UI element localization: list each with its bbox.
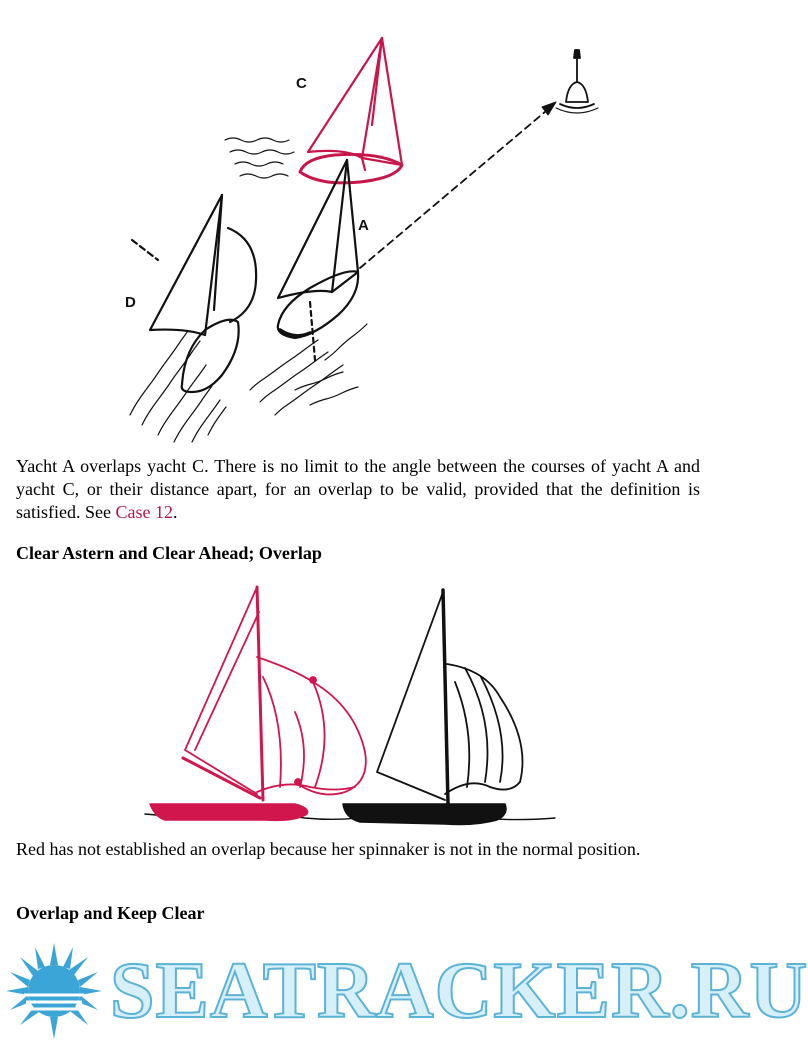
case-12-link[interactable]: Case 12 bbox=[115, 502, 173, 522]
yacht-a bbox=[278, 160, 358, 360]
label-a: A bbox=[358, 217, 369, 234]
yacht-d bbox=[132, 195, 256, 392]
yacht-c bbox=[300, 38, 402, 183]
heading-overlap-keep-clear: Overlap and Keep Clear bbox=[16, 903, 205, 923]
spinnaker-illustration bbox=[145, 582, 575, 832]
course-line bbox=[360, 106, 552, 268]
heading-clear-astern: Clear Astern and Clear Ahead; Overlap bbox=[16, 543, 322, 563]
paragraph-overlap bbox=[16, 455, 700, 524]
watermark-text: SEATRACKER.RU bbox=[110, 947, 808, 1035]
paragraph-spinnaker: Red has not established an overlap because her spinnaker is not in the normal position. bbox=[16, 839, 641, 859]
overlap-illustration bbox=[110, 30, 610, 450]
paragraph-overlap-text: Yacht A overlaps yacht C. There is no limit to the angle between the courses of yacht A and yacht C, or their distance apart, for an overlap to be valid, provided that the definition is satisfied. See bbox=[16, 456, 700, 522]
paragraph-overlap-end: . bbox=[172, 502, 178, 522]
black-yacht bbox=[343, 590, 523, 825]
label-c: C bbox=[296, 75, 307, 92]
sun-logo-icon bbox=[2, 939, 106, 1035]
mark-buoy-icon bbox=[556, 50, 598, 113]
watermark bbox=[0, 935, 808, 1035]
red-yacht bbox=[150, 587, 366, 820]
label-d: D bbox=[125, 294, 136, 311]
